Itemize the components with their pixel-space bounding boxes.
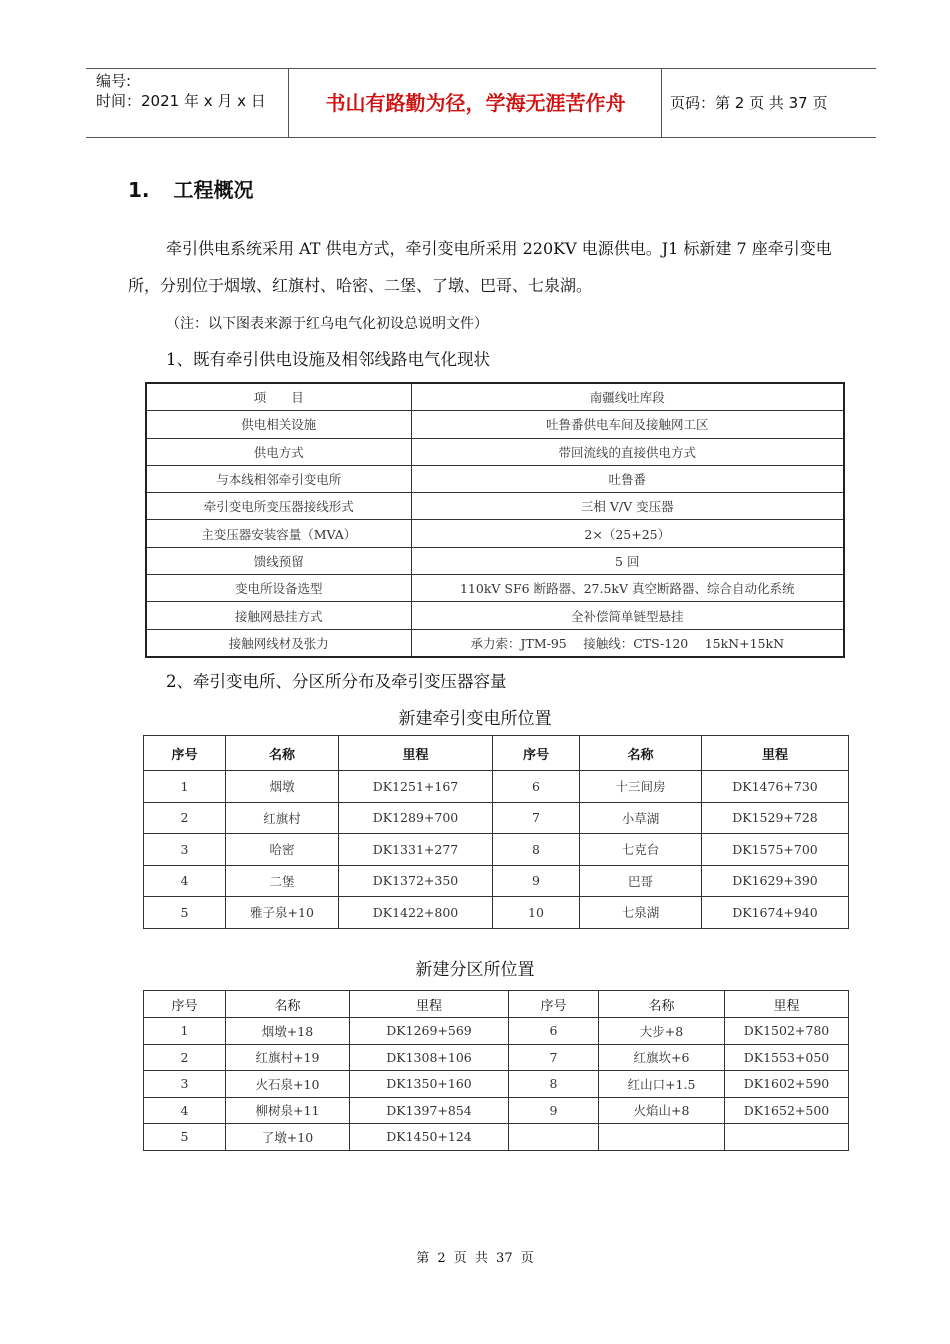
table-cell: DK1289+700 xyxy=(339,802,493,834)
table-cell: 2 xyxy=(144,802,226,834)
table-cell: 红旗村 xyxy=(226,802,339,834)
table-cell: 4 xyxy=(144,1097,226,1124)
section-title xyxy=(128,174,254,203)
table-row xyxy=(146,493,844,520)
page-header xyxy=(86,68,876,138)
table-cell: 6 xyxy=(493,771,580,803)
table-cell: 火焰山+8 xyxy=(599,1097,725,1124)
table-cell: DK1502+780 xyxy=(725,1018,849,1045)
table-cell: DK1529+728 xyxy=(702,802,849,834)
table-row xyxy=(146,575,844,602)
table-header-cell: 序号 xyxy=(509,991,599,1018)
table-header-cell: 名称 xyxy=(599,991,725,1018)
table-cell: 承力索：JTM-95 接触线：CTS-120 15kN+15kN xyxy=(411,629,844,657)
table-cell: 馈线预留 xyxy=(146,547,411,574)
table-row xyxy=(146,465,844,492)
table-cell xyxy=(509,1124,599,1151)
table-cell: 雅子泉+10 xyxy=(226,897,339,929)
table-cell: 吐鲁番 xyxy=(411,465,844,492)
table-cell: 5 xyxy=(144,1124,226,1151)
table-row xyxy=(144,1071,849,1098)
header-motto: 书山有路勤为径，学海无涯苦作舟 xyxy=(325,91,626,115)
table-cell: 小草湖 xyxy=(580,802,702,834)
existing-facilities-table xyxy=(145,382,845,658)
table-cell: 主变压器安装容量（MVA） xyxy=(146,520,411,547)
table-cell: 4 xyxy=(144,865,226,897)
source-note: （注：以下图表来源于红乌电气化初设总说明文件） xyxy=(166,316,488,332)
table-header-cell: 名称 xyxy=(226,736,339,771)
table-cell: 供电方式 xyxy=(146,438,411,465)
table-cell xyxy=(599,1124,725,1151)
table-cell: DK1397+854 xyxy=(350,1097,509,1124)
table-cell: 3 xyxy=(144,1071,226,1098)
table-cell xyxy=(725,1124,849,1151)
table-cell: 七克台 xyxy=(580,834,702,866)
table-row xyxy=(144,1124,849,1151)
table-cell: 吐鲁番供电车间及接触网工区 xyxy=(411,411,844,438)
table-row xyxy=(146,520,844,547)
table-row xyxy=(146,411,844,438)
table-cell: 5 xyxy=(144,897,226,929)
table-cell: 七泉湖 xyxy=(580,897,702,929)
header-divider xyxy=(661,69,662,137)
table-cell: 3 xyxy=(144,834,226,866)
table-cell: 5 回 xyxy=(411,547,844,574)
page-footer: 第 2 页 共 37 页 xyxy=(416,1251,534,1266)
table-row xyxy=(144,1097,849,1124)
table-row xyxy=(144,1044,849,1071)
table-cell: 红旗坎+6 xyxy=(599,1044,725,1071)
section-title-text: 工程概况 xyxy=(173,178,254,202)
table-cell: DK1422+800 xyxy=(339,897,493,929)
table-cell: 火石泉+10 xyxy=(226,1071,350,1098)
table-cell: 9 xyxy=(509,1097,599,1124)
table-cell: 1 xyxy=(144,771,226,803)
table-row xyxy=(144,834,849,866)
header-meta xyxy=(96,71,286,111)
table-cell: 变电所设备选型 xyxy=(146,575,411,602)
table-row xyxy=(144,1018,849,1045)
table-row xyxy=(144,865,849,897)
table-cell: DK1575+700 xyxy=(702,834,849,866)
table-cell: DK1476+730 xyxy=(702,771,849,803)
table-cell: 6 xyxy=(509,1018,599,1045)
table-cell: DK1652+500 xyxy=(725,1097,849,1124)
section-post-location-table xyxy=(143,990,849,1151)
table-cell: 7 xyxy=(509,1044,599,1071)
subsection-heading: 2、牵引变电所、分区所分布及牵引变压器容量 xyxy=(166,672,507,691)
table-cell: 大步+8 xyxy=(599,1018,725,1045)
table-cell: DK1450+124 xyxy=(350,1124,509,1151)
table-cell: 110kV SF6 断路器、27.5kV 真空断路器、综合自动化系统 xyxy=(411,575,844,602)
table-cell: 9 xyxy=(493,865,580,897)
table-cell: DK1553+050 xyxy=(725,1044,849,1071)
table-row xyxy=(146,602,844,629)
table-cell: DK1602+590 xyxy=(725,1071,849,1098)
table-header-cell: 里程 xyxy=(339,736,493,771)
table-header-cell: 序号 xyxy=(493,736,580,771)
table-cell: 牵引变电所变压器接线形式 xyxy=(146,493,411,520)
table-cell: DK1629+390 xyxy=(702,865,849,897)
subsection-heading: 1、既有牵引供电设施及相邻线路电气化现状 xyxy=(166,350,490,369)
table-row xyxy=(146,629,844,657)
table-cell: 接触网悬挂方式 xyxy=(146,602,411,629)
table-cell: DK1331+277 xyxy=(339,834,493,866)
table-cell: 红旗村+19 xyxy=(226,1044,350,1071)
table-cell: 了墩+10 xyxy=(226,1124,350,1151)
table-cell: 8 xyxy=(493,834,580,866)
table-header-cell: 名称 xyxy=(580,736,702,771)
table-cell: 烟墩 xyxy=(226,771,339,803)
table-cell: DK1350+160 xyxy=(350,1071,509,1098)
table-header-cell: 里程 xyxy=(725,991,849,1018)
header-code-label: 编号: xyxy=(96,72,132,90)
table-row xyxy=(146,383,844,411)
table-header-cell: 里程 xyxy=(350,991,509,1018)
table-cell: 二堡 xyxy=(226,865,339,897)
substation-location-table xyxy=(143,735,849,929)
table-row xyxy=(146,438,844,465)
table-cell: DK1308+106 xyxy=(350,1044,509,1071)
table-cell: 2×（25+25） xyxy=(411,520,844,547)
table-cell: 南疆线吐库段 xyxy=(411,383,844,411)
table-cell: DK1372+350 xyxy=(339,865,493,897)
table-cell: DK1674+940 xyxy=(702,897,849,929)
header-page-label: 页码：第 2 页 共 37 页 xyxy=(670,94,828,112)
table-cell: 2 xyxy=(144,1044,226,1071)
table-cell: 10 xyxy=(493,897,580,929)
table-cell: 哈密 xyxy=(226,834,339,866)
table-row xyxy=(144,897,849,929)
table-cell: DK1269+569 xyxy=(350,1018,509,1045)
table-cell: 巴哥 xyxy=(580,865,702,897)
table-cell: 十三间房 xyxy=(580,771,702,803)
table-cell: 供电相关设施 xyxy=(146,411,411,438)
table-caption: 新建分区所位置 xyxy=(415,960,535,980)
table-header-cell: 里程 xyxy=(702,736,849,771)
table-row xyxy=(144,802,849,834)
table-caption: 新建牵引变电所位置 xyxy=(398,709,552,729)
table-header-cell: 序号 xyxy=(144,736,226,771)
table-cell: 与本线相邻牵引变电所 xyxy=(146,465,411,492)
section-number: 1. xyxy=(128,178,150,202)
table-cell: 红山口+1.5 xyxy=(599,1071,725,1098)
table-cell: 7 xyxy=(493,802,580,834)
table-cell: 带回流线的直接供电方式 xyxy=(411,438,844,465)
table-header-cell: 序号 xyxy=(144,991,226,1018)
table-cell: 柳树泉+11 xyxy=(226,1097,350,1124)
table-cell: 接触网线材及张力 xyxy=(146,629,411,657)
table-cell: 项 目 xyxy=(146,383,411,411)
table-cell: 三相 V/V 变压器 xyxy=(411,493,844,520)
table-cell: 全补偿简单链型悬挂 xyxy=(411,602,844,629)
header-time-label: 时间：2021 年 x 月 x 日 xyxy=(96,92,266,110)
table-header-cell: 名称 xyxy=(226,991,350,1018)
table-cell: 8 xyxy=(509,1071,599,1098)
intro-paragraph: 牵引供电系统采用 AT 供电方式，牵引变电所采用 220KV 电源供电。J1 标新建 7 座牵引变电所，分别位于烟墩、红旗村、哈密、二堡、了墩、巴哥、七泉湖。 xyxy=(128,239,832,295)
table-row xyxy=(144,771,849,803)
table-cell: 烟墩+18 xyxy=(226,1018,350,1045)
table-row xyxy=(146,547,844,574)
table-cell: 1 xyxy=(144,1018,226,1045)
table-cell: DK1251+167 xyxy=(339,771,493,803)
